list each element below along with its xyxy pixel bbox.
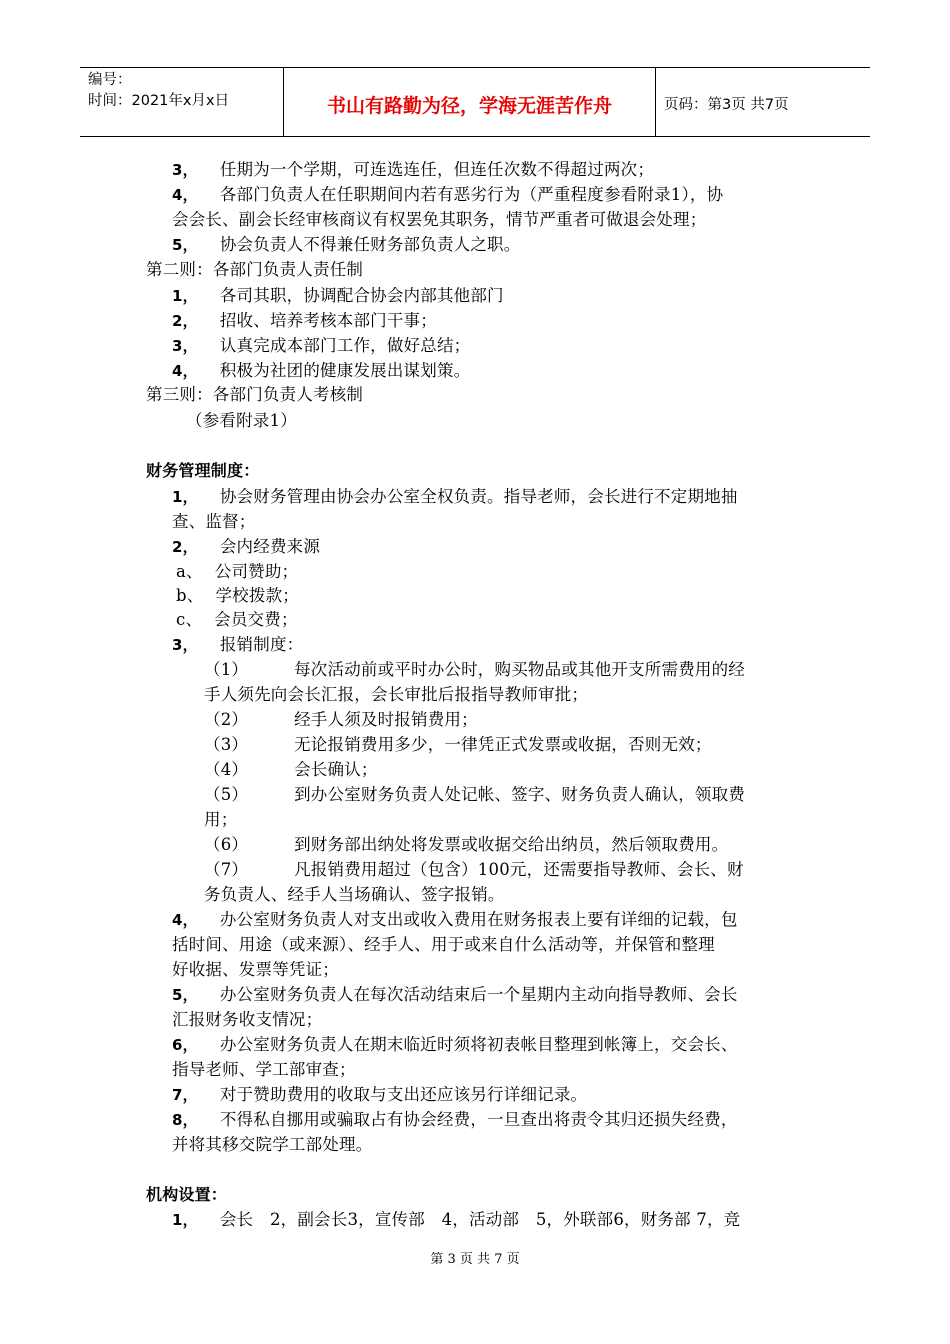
- item-continuation: 手人须先向会长汇报，会长审批后报指导教师审批；: [204, 685, 589, 704]
- page-footer: 第 3 页 共 7 页: [430, 1252, 520, 1267]
- header-divider: [655, 68, 656, 136]
- sub-item-number: （5）: [204, 785, 249, 804]
- item-text: 学校拨款；: [215, 586, 299, 605]
- item-text: 会内经费来源: [219, 537, 321, 556]
- list-item: [176, 608, 298, 632]
- item-text: 会长 2，副会长3，宣传部 4，活动部 5，外联部6，财务部 7，竞: [219, 1210, 741, 1229]
- item-number: 7，: [172, 1086, 198, 1104]
- item-text: 认真完成本部门工作，做好总结；: [219, 336, 471, 355]
- item-text: 招收、培养考核本部门干事；: [219, 311, 437, 330]
- section-note: （参看附录1）: [186, 411, 297, 430]
- list-item: [172, 1108, 738, 1132]
- item-number: 6，: [172, 1036, 198, 1054]
- list-item: [172, 1083, 587, 1107]
- item-text: 对于赞助费用的收取与支出还应该另行详细记录。: [219, 1085, 588, 1104]
- sub-item-number: （2）: [204, 710, 249, 729]
- list-item: [172, 183, 723, 207]
- header-time-label: 时间：2021年x月x日: [88, 93, 230, 109]
- item-text: 各司其职，协调配合协会内部其他部门: [219, 286, 504, 305]
- sub-item-text: 无论报销费用多少，一律凭正式发票或收据，否则无效；: [294, 735, 712, 754]
- sub-item-text: 到财务部出纳处将发票或收据交给出纳员，然后领取费用。: [294, 835, 729, 854]
- item-continuation: 指导老师、学工部审查；: [172, 1060, 356, 1079]
- item-text: 协会负责人不得兼任财务部负责人之职。: [219, 235, 521, 254]
- sub-item-text: 经手人须及时报销费用；: [294, 710, 478, 729]
- item-number: 4，: [172, 911, 198, 929]
- sub-item: [204, 783, 745, 807]
- sub-item-number: （1）: [204, 660, 249, 679]
- item-continuation: 括时间、用途（或来源）、经手人、用于或来自什么活动等，并保管和整理: [172, 935, 715, 954]
- item-continuation: 务负责人、经手人当场确认、签字报销。: [204, 885, 505, 904]
- item-text: 积极为社团的健康发展出谋划策。: [219, 361, 471, 380]
- list-item: [172, 983, 738, 1007]
- list-item: [172, 359, 470, 383]
- header-number-label: 编号：: [88, 72, 132, 88]
- item-number: 1，: [172, 1211, 198, 1229]
- sub-item-text: 凡报销费用超过（包含）100元，还需要指导教师、会长、财: [294, 860, 744, 879]
- sub-item: [204, 858, 744, 882]
- sub-item-text: 会长确认；: [294, 760, 378, 779]
- item-text: 办公室财务负责人对支出或收入费用在财务报表上要有详细的记载，包: [219, 910, 738, 929]
- list-item: [176, 560, 298, 584]
- header-motto: 书山有路勤为径，学海无涯苦作舟: [326, 95, 612, 117]
- sub-item: [204, 658, 745, 682]
- item-number: 4，: [172, 186, 198, 204]
- section-title: 第三则：各部门负责人考核制: [146, 385, 364, 404]
- sub-item-number: （4）: [204, 760, 249, 779]
- list-item: [172, 233, 520, 257]
- item-text: 公司赞助；: [214, 562, 299, 581]
- item-number: 8，: [172, 1111, 198, 1129]
- item-number: 3，: [172, 337, 198, 355]
- item-continuation: 汇报财务收支情况；: [172, 1010, 323, 1029]
- item-number: 2，: [172, 538, 198, 556]
- list-item: [172, 158, 654, 182]
- item-continuation: 好收据、发票等凭证；: [172, 960, 339, 979]
- sub-item-number: （3）: [204, 735, 249, 754]
- sub-item: [204, 833, 728, 857]
- page-header: [80, 67, 870, 137]
- sub-item: [204, 733, 712, 757]
- header-page-info: 页码：第3页 共7页: [664, 97, 789, 113]
- item-number: 4，: [172, 362, 198, 380]
- item-number: 1，: [172, 488, 198, 506]
- item-continuation: 并将其移交院学工部处理。: [172, 1135, 373, 1154]
- item-text: 协会财务管理由协会办公室全权负责。指导老师，会长进行不定期地抽: [219, 487, 738, 506]
- item-text: 各部门负责人在任职期间内若有恶劣行为（严重程度参看附录1），协: [219, 185, 724, 204]
- list-item: [172, 284, 504, 308]
- list-item: [172, 485, 738, 509]
- section-heading: 财务管理制度：: [146, 461, 260, 480]
- item-text: 会员交费；: [214, 610, 298, 629]
- item-text: 不得私自挪用或骗取占有协会经费，一旦查出将责令其归还损失经费，: [219, 1110, 738, 1129]
- item-text: 任期为一个学期，可连选连任，但连任次数不得超过两次；: [219, 160, 655, 179]
- section-heading: 机构设置：: [146, 1185, 228, 1204]
- sub-item-text: 到办公室财务负责人处记帐、签字、财务负责人确认，领取费: [294, 785, 746, 804]
- list-item: [172, 908, 738, 932]
- list-item: [176, 584, 299, 608]
- header-meta: [88, 70, 288, 112]
- item-letter: a、: [176, 562, 203, 581]
- item-continuation: 会会长、副会长经审核商议有权罢免其职务，情节严重者可做退会处理；: [172, 210, 707, 229]
- list-item: [172, 309, 437, 333]
- item-number: 3，: [172, 161, 198, 179]
- item-number: 5，: [172, 236, 198, 254]
- list-item: [172, 633, 303, 657]
- item-number: 3，: [172, 636, 198, 654]
- sub-item-number: （6）: [204, 835, 249, 854]
- list-item: [172, 1033, 738, 1057]
- sub-item-text: 每次活动前或平时办公时，购买物品或其他开支所需费用的经: [294, 660, 746, 679]
- item-letter: b、: [176, 586, 204, 605]
- item-continuation: 用；: [204, 810, 238, 829]
- item-text: 办公室财务负责人在期末临近时须将初表帐目整理到帐簿上，交会长、: [219, 1035, 738, 1054]
- item-text: 办公室财务负责人在每次活动结束后一个星期内主动向指导教师、会长: [219, 985, 738, 1004]
- item-number: 1，: [172, 287, 198, 305]
- sub-item-number: （7）: [204, 860, 249, 879]
- list-item: [172, 1208, 740, 1232]
- sub-item: [204, 708, 478, 732]
- item-text: 报销制度：: [219, 635, 304, 654]
- item-number: 2，: [172, 312, 198, 330]
- item-continuation: 查、监督；: [172, 512, 256, 531]
- sub-item: [204, 758, 378, 782]
- item-letter: c、: [176, 610, 203, 629]
- item-number: 5，: [172, 986, 198, 1004]
- section-title: 第二则：各部门负责人责任制: [146, 260, 364, 279]
- list-item: [172, 334, 470, 358]
- list-item: [172, 535, 320, 559]
